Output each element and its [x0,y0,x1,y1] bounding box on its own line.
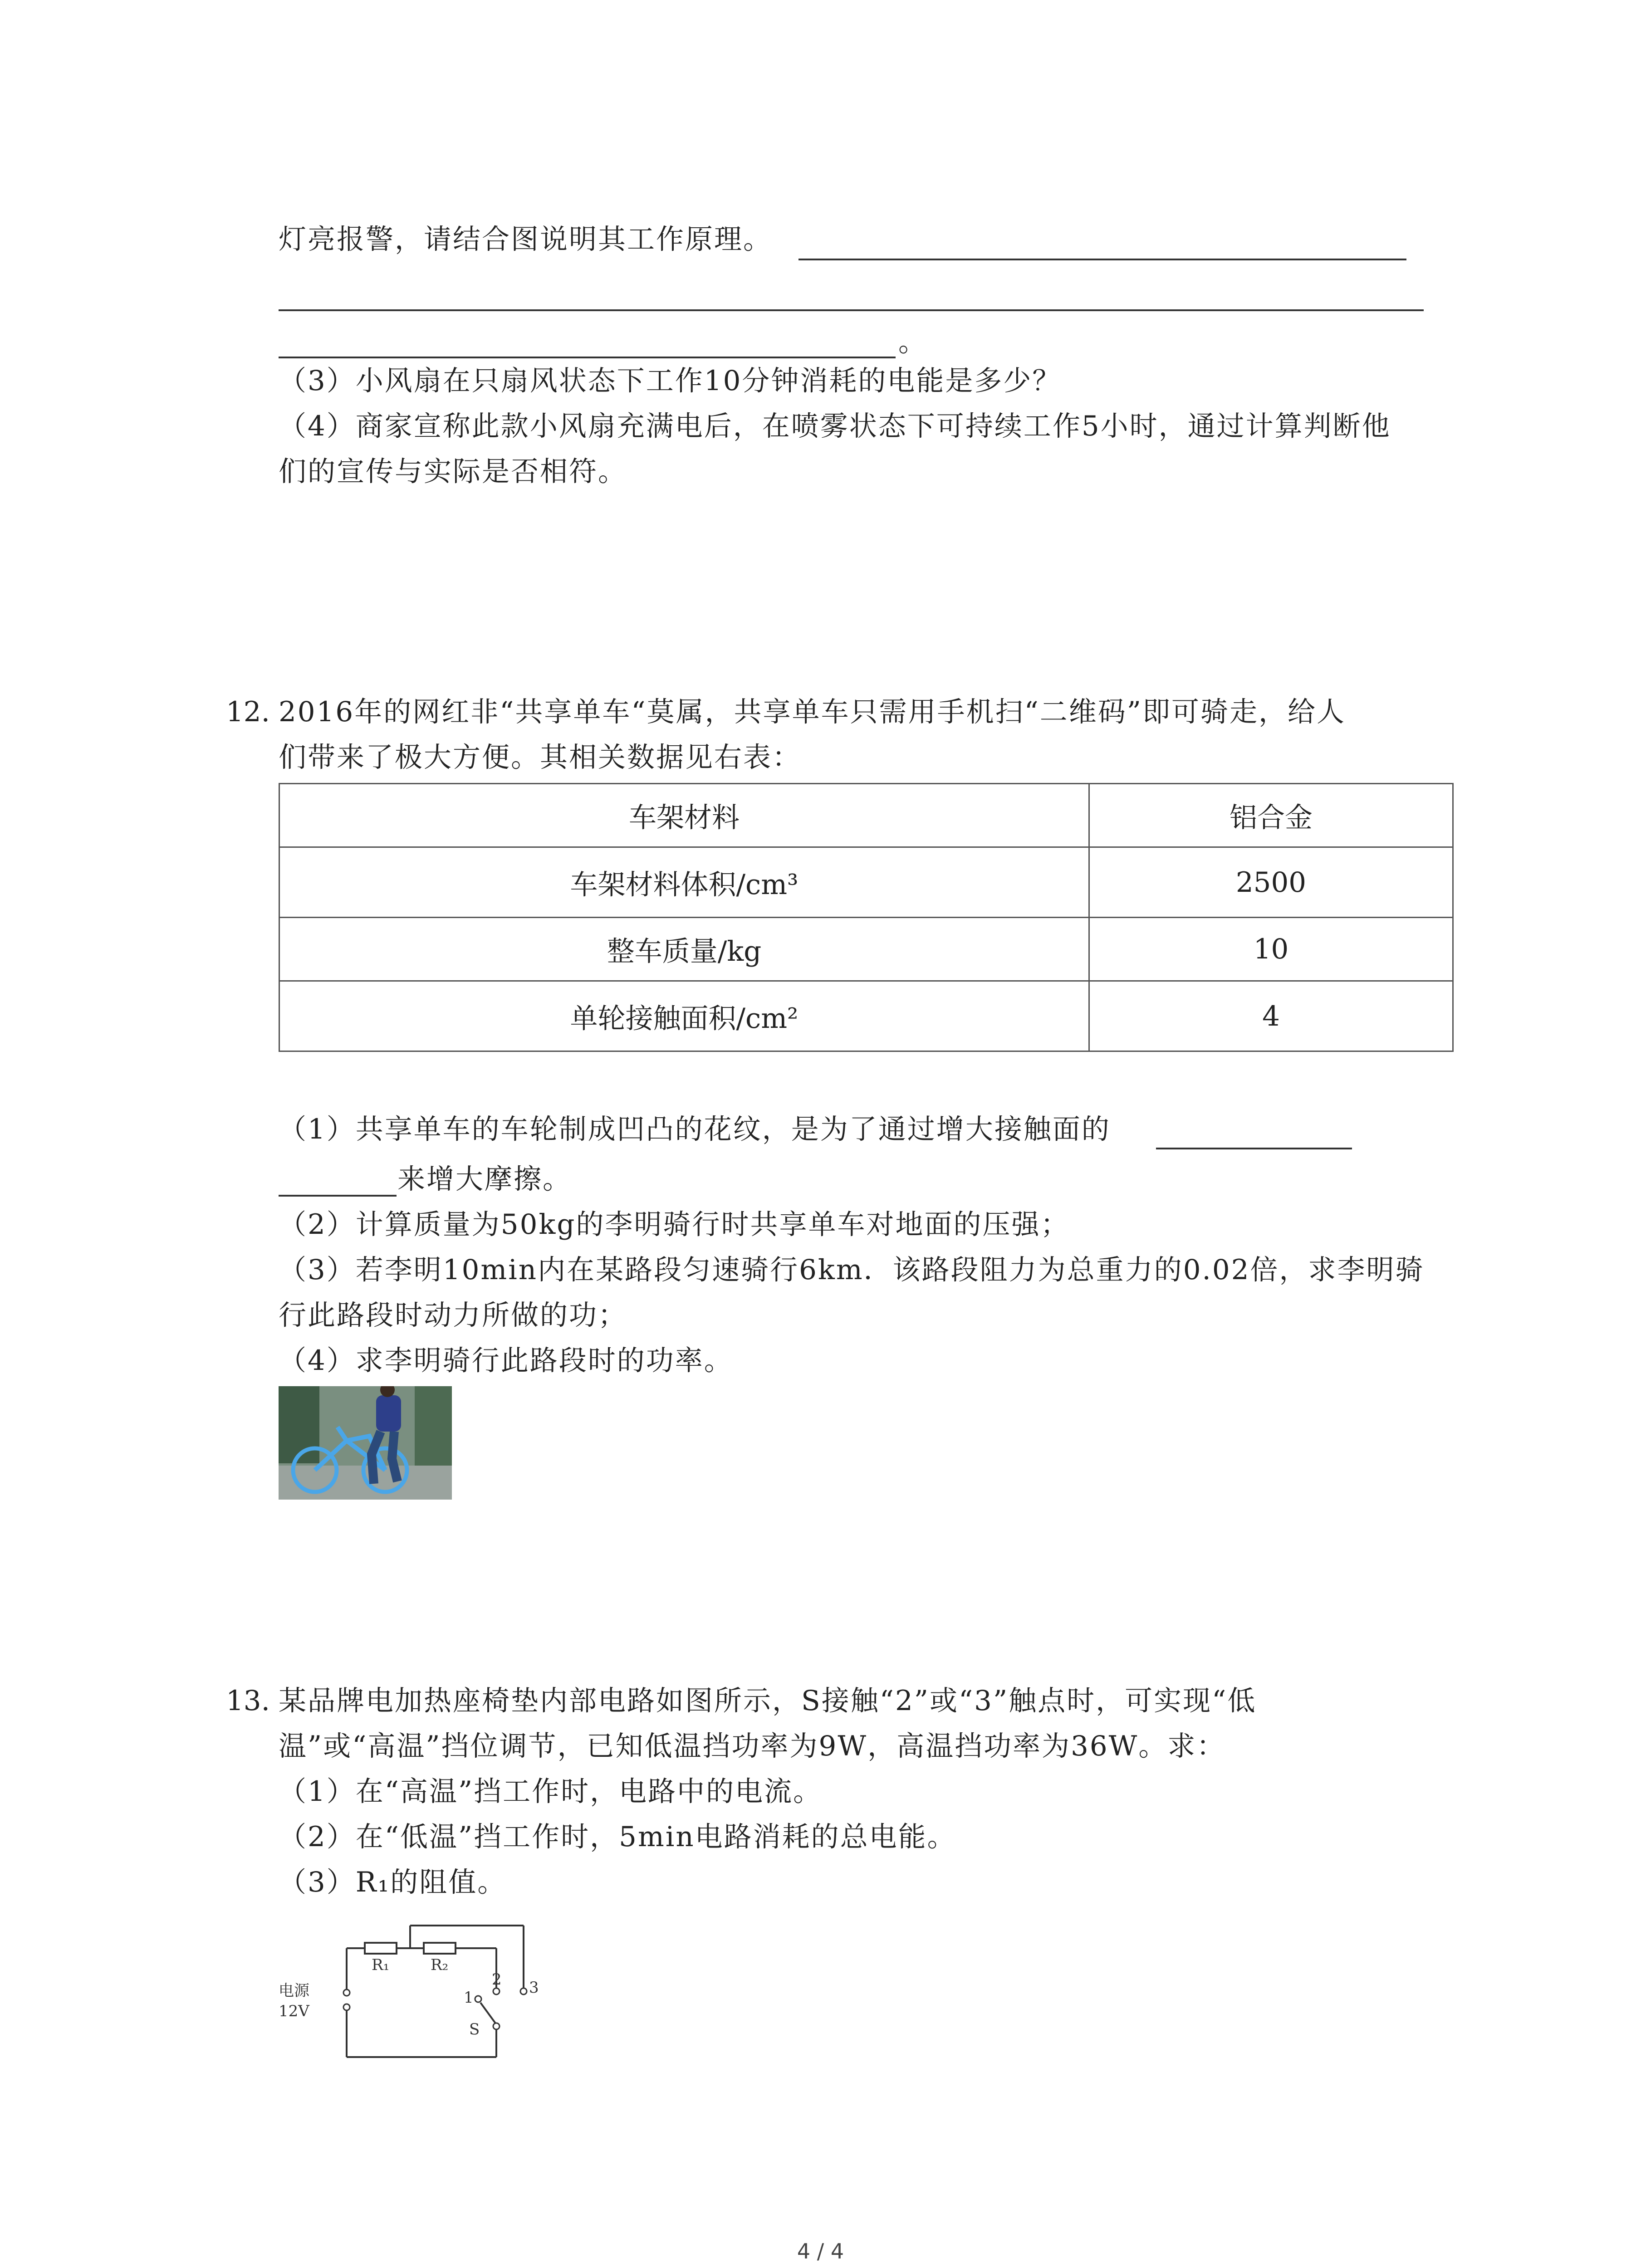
bike-rider-image [279,1386,452,1500]
source-terminal-top [343,1989,350,1996]
table-row [279,918,1453,981]
q11-end-mark: 。 [898,326,928,358]
q12-part-1-line1: （1）共享单车的车轮制成凹凸的花纹，是为了通过增大接触面的 [279,1113,1111,1145]
resistor-r2 [424,1943,456,1954]
label-contact-1: 1 [464,1989,474,2007]
bike-rider-photo [279,1386,452,1500]
table-cell-label: 车架材料 [279,784,1089,847]
table-row [279,847,1453,918]
table-cell-label: 车架材料体积/cm³ [279,847,1089,918]
q11-part-3: （3）小风扇在只扇风状态下工作10分钟消耗的电能是多少？ [279,365,1062,397]
circuit-diagram [279,1921,560,2062]
source-terminal-bottom [343,2004,350,2010]
label-voltage: 12V [279,2002,309,2020]
answer-blank-5[interactable] [279,1195,397,1197]
q11-part-4-line2: 们的宣传与实际是否相符。 [279,455,627,488]
contact-3 [520,1988,527,1994]
label-source: 电源 [279,1982,309,2000]
q12-stem-line2: 们带来了极大方便。其相关数据见右表： [279,741,802,773]
q12-stem-line1: 2016年的网红非“共享单车“莫属，共享单车只需用手机扫“二维码”即可骑走，给人 [279,696,1346,728]
q13-part-1: （1）在“高温”挡工作时，电路中的电流。 [279,1775,823,1808]
q13-stem-line1: 某品牌电加热座椅垫内部电路如图所示，S接触“2”或“3”触点时，可实现“低 [279,1685,1257,1717]
q12-part-1-line2: 来增大摩擦。 [397,1163,572,1195]
q12-part-2: （2）计算质量为50kg的李明骑行时共享单车对地面的压强； [279,1208,1070,1241]
q13-part-3: （3）R₁的阻值。 [279,1866,507,1898]
q13-part-2: （2）在“低温”挡工作时，5min电路消耗的总电能。 [279,1821,956,1853]
switch-pivot [493,2023,500,2029]
answer-blank-2[interactable] [279,309,1424,311]
table-cell-label: 整车质量/kg [279,918,1089,981]
table-cell-value: 4 [1089,981,1453,1051]
contact-1 [475,1996,481,2002]
table-row [279,981,1453,1051]
q11-part-4-line1: （4）商家宣称此款小风扇充满电后，在喷雾状态下可持续工作5小时，通过计算判断他 [279,410,1391,442]
contact-2 [493,1988,500,1994]
table-cell-value: 铝合金 [1089,784,1453,847]
answer-blank-1[interactable] [798,259,1406,260]
q12-part-4: （4）求李明骑行此路段时的功率。 [279,1344,733,1377]
table-cell-value: 2500 [1089,847,1453,918]
label-contact-3: 3 [529,1979,539,1997]
label-contact-2: 2 [492,1970,502,1989]
q11-line-1: 灯亮报警，请结合图说明其工作原理。 [279,223,773,255]
table-cell-value: 10 [1089,918,1453,981]
q12-number: 12. [226,696,270,728]
table-cell-label: 单轮接触面积/cm² [279,981,1089,1051]
table-row [279,784,1453,847]
label-r1: R₁ [372,1956,390,1974]
resistor-r1 [365,1943,397,1954]
label-switch: S [469,2020,480,2038]
q13-stem-line2: 温”或“高温”挡位调节，已知低温挡功率为9W，高温挡功率为36W。求： [279,1730,1226,1762]
q12-part-3-line1: （3）若李明10min内在某路段匀速骑行6km．该路段阻力为总重力的0.02倍，求李明骑 [279,1254,1425,1286]
bike-data-table [279,783,1454,1052]
q13-number: 13. [226,1685,270,1717]
q12-part-3-line2: 行此路段时动力所做的功； [279,1299,627,1331]
answer-blank-4[interactable] [1156,1148,1352,1149]
label-r2: R₂ [431,1956,449,1974]
page-number: 4 / 4 [797,2239,844,2263]
answer-blank-3[interactable] [279,357,896,358]
